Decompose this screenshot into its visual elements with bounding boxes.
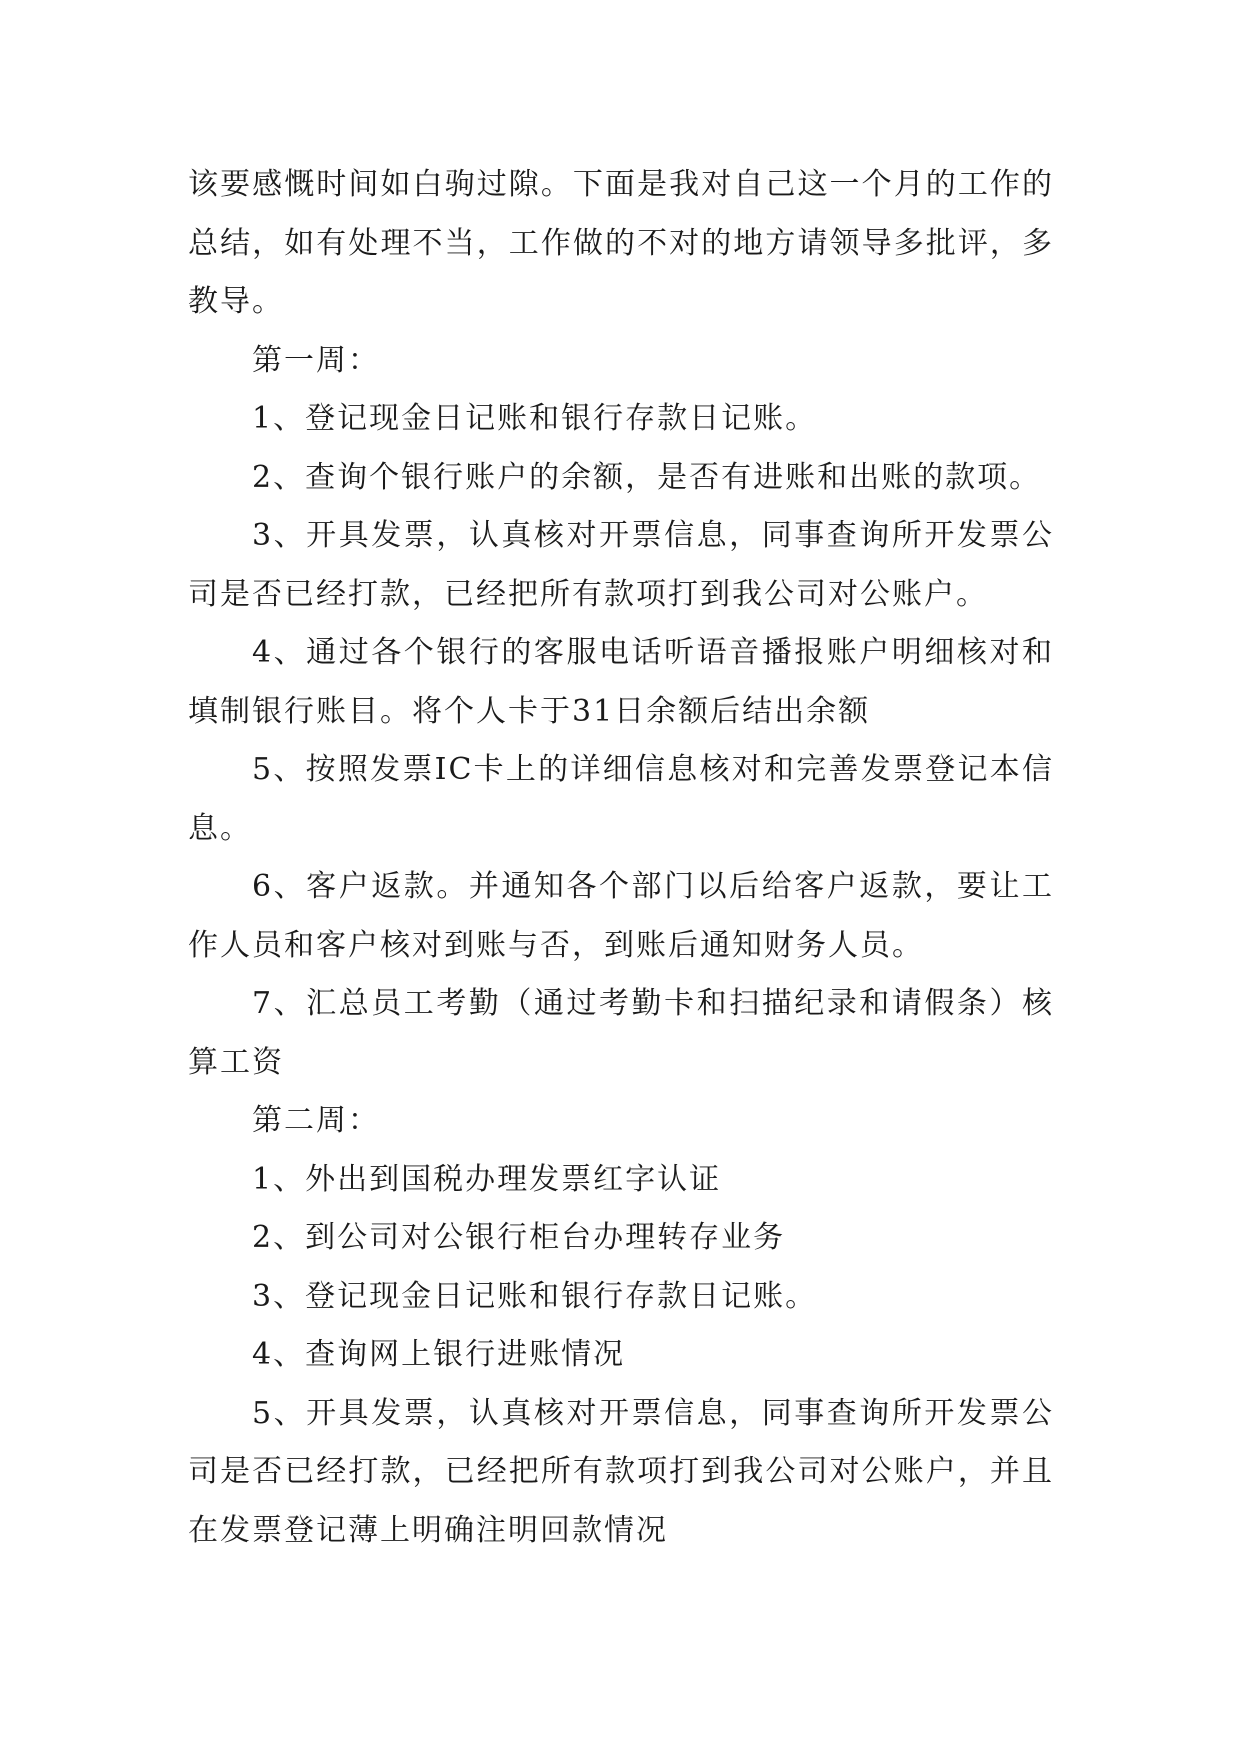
list-item: 1、外出到国税办理发票红字认证: [252, 1161, 722, 1197]
document-body: [188, 156, 1054, 1560]
list-item: 5、按照发票IC卡上的详细信息核对和完善发票登记本信息。: [188, 752, 1054, 846]
list-item: 7、汇总员工考勤（通过考勤卡和扫描纪录和请假条）核算工资: [188, 986, 1054, 1080]
list-item: 4、查询网上银行进账情况: [252, 1337, 626, 1372]
list-item: 1、登记现金日记账和银行存款日记账。: [252, 401, 818, 436]
list-item: 4、通过各个银行的客服电话听语音播报账户明细核对和填制银行账目。将个人卡于31日余额后结出余额: [188, 635, 1054, 729]
list-item: 3、登记现金日记账和银行存款日记账。: [252, 1278, 818, 1314]
list-item: 2、到公司对公银行柜台办理转存业务: [252, 1220, 786, 1255]
week2-heading: 第二周：: [252, 1103, 380, 1138]
list-item: 6、客户返款。并通知各个部门以后给客户返款，要让工作人员和客户核对到账与否，到账后通知财务人员。: [188, 869, 1054, 963]
list-item: 2、查询个银行账户的余额，是否有进账和出账的款项。: [252, 459, 1042, 495]
list-item: 3、开具发票，认真核对开票信息，同事查询所开发票公司是否已经打款，已经把所有款项打到我公司对公账户。: [188, 518, 1054, 612]
list-item: 5、开具发票，认真核对开票信息，同事查询所开发票公司是否已经打款，已经把所有款项打到我公司对公账户，并且在发票登记薄上明确注明回款情况: [188, 1395, 1054, 1548]
intro-paragraph: 该要感慨时间如白驹过隙。下面是我对自己这一个月的工作的总结，如有处理不当，工作做的不对的地方请领导多批评，多教导。: [188, 167, 1054, 319]
week1-heading: 第一周：: [252, 342, 380, 378]
